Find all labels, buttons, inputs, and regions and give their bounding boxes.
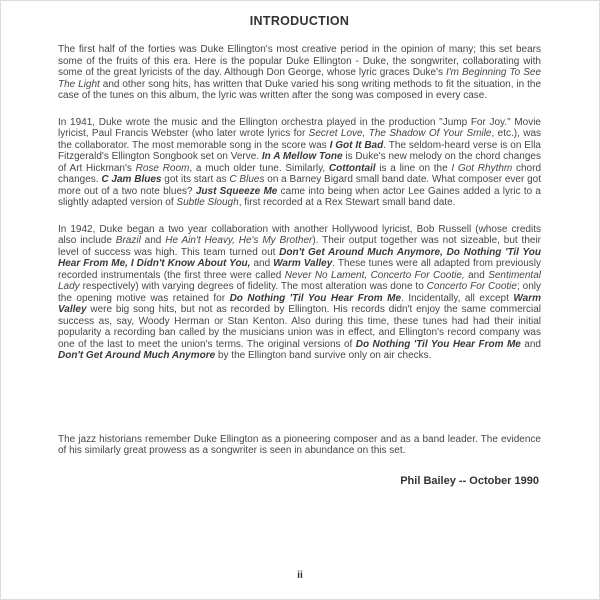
text-run: is Duke's new melody on the chord changes of Art Hickman's: [58, 151, 541, 174]
text-run: on a Barney Bigard small band date. What composer ever got more out of a two note blues?: [58, 174, 541, 197]
text-run: The jazz historians remember Duke Ellington as a pioneering composer and as a band leader. The evidence of his similarly great prowess as a songwriter is seen in abundance on this set.: [58, 433, 541, 456]
text-run: In 1942, Duke began a two year collaboration with another Hollywood lyricist, Bob Russell (whose credits also include: [58, 223, 541, 246]
text-run: and other song hits, has written that Duke varied his song writing methods to fit the situation, in the case of the tunes on this album, the lyric was written after the song was composed in every case.: [58, 78, 542, 101]
text-run: is a line on the: [375, 162, 452, 174]
song-title: He Ain't Heavy, He's My Brother: [165, 235, 313, 246]
page-number: ii: [297, 569, 303, 581]
song-title: Concerto For Cootie: [426, 281, 517, 292]
song-title: Don't Get Around Much Anymore, Do Nothing 'Til You Hear From Me, I Didn't Know About You,: [58, 246, 542, 269]
song-title: Warm Valley: [58, 292, 541, 315]
text-run: ). Their output together was not sizeable, but their level of success was high. This team turned out: [58, 235, 542, 258]
text-run: . The seldom-heard verse is on Ella Fitzgerald's Ellington Songbook set on Verve.: [58, 139, 541, 162]
song-title: I Got Rhythm: [451, 162, 513, 174]
song-title: C Jam Blues: [101, 174, 162, 185]
text-run: , a much older tune. Similarly,: [189, 162, 329, 174]
text-run: by the Ellington band survive only on air checks.: [215, 350, 432, 361]
text-run: , etc.), was the collaborator. The most memorable song in the score was: [58, 128, 542, 151]
paragraphs: [58, 44, 541, 457]
song-title: Don't Get Around Much Anymore: [58, 350, 216, 361]
text-run: , first recorded at a Rex Stewart small band date.: [238, 197, 456, 208]
paragraph: [58, 224, 541, 362]
text-run: . These tunes were all adapted from previously recorded instrumentals (the first three were called: [58, 258, 541, 281]
song-title: Sentimental Lady: [58, 269, 541, 292]
song-title: I'm Beginning To See The Light: [58, 67, 542, 90]
song-title: Never No Lament, Concerto For Cootie,: [284, 269, 465, 281]
text-run: were big song hits, but not as recorded by Ellington. His records didn't enjoy the same commercial success as, say, Woody Herman or Stan Kenton. Also during this time, these tunes had had their initial popularity a recording ban called by the musicians union was in effect, and Ellington's record company was one of the last to meet the union's terms. The original versions of: [58, 304, 541, 350]
text-run: got its start as: [161, 174, 230, 185]
song-title: Rose Room: [135, 162, 190, 174]
text-run: respectively) with varying degrees of fidelity. The most alteration was done to: [79, 281, 427, 292]
song-title: Subtle Slough: [176, 197, 239, 208]
song-title: Do Nothing 'Til You Hear From Me: [355, 338, 521, 350]
song-title: Brazil: [115, 235, 141, 246]
page-title: INTRODUCTION: [249, 14, 350, 28]
song-title: Just Squeeze Me: [195, 185, 278, 197]
text-run: . Incidentally, all except: [401, 292, 514, 304]
song-title: In A Mellow Tone: [261, 151, 343, 162]
text-run: and: [520, 338, 541, 350]
text-run: came into being when actor Lee Gaines added a lyric to a slightly adapted version of: [58, 185, 541, 208]
text-run: ; only the opening motive was retained for: [58, 281, 541, 304]
text-run: and: [140, 235, 166, 246]
song-title: Cottontail: [328, 162, 376, 174]
paragraph: [58, 434, 541, 457]
text-run: The first half of the forties was Duke Ellington's most creative period in the opinion of many; this set bears some of the fruits of this era. Here is the popular Duke Ellington - Duke, the songwriter, collaborating with some of the great lyricists of the day. Although Don George, whose lyric graces Duke's: [58, 44, 541, 78]
song-title: Secret Love, The Shadow Of Your Smile: [308, 128, 492, 139]
text-run: chord changes.: [58, 162, 542, 185]
song-title: Warm Valley: [273, 258, 333, 269]
song-title: I Got It Bad: [329, 139, 384, 151]
text-run: and: [250, 258, 274, 269]
text-run: and: [464, 269, 489, 281]
paragraph: [58, 44, 541, 102]
signature: Phil Bailey -- October 1990: [400, 474, 539, 487]
song-title: C Blues: [229, 174, 265, 185]
paragraph: [58, 117, 541, 209]
text-run: In 1941, Duke wrote the music and the Ellington orchestra played in the production "Jump For Joy." Movie lyricist, Paul Francis Webster (who later wrote lyrics for: [58, 116, 541, 139]
song-title: Do Nothing 'Til You Hear From Me: [229, 292, 402, 304]
